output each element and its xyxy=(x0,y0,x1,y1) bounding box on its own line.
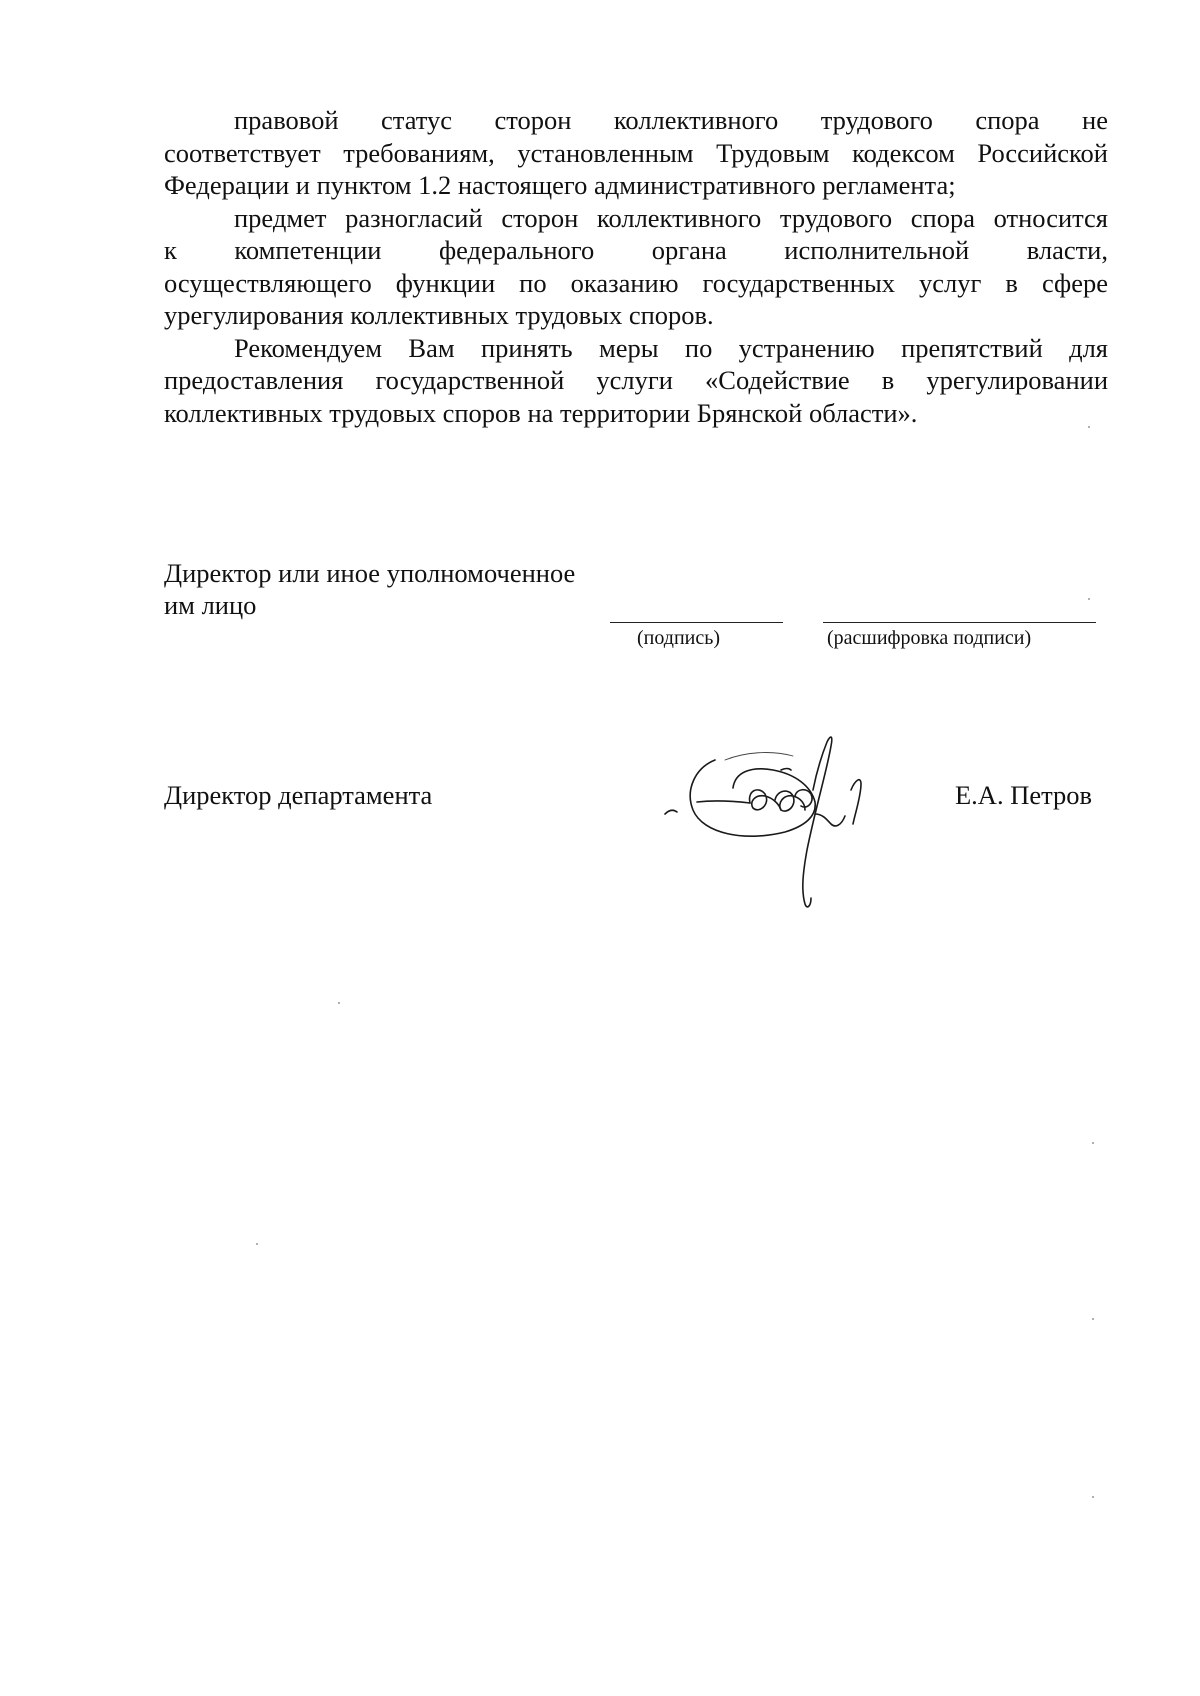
paragraph-line: осуществляющего функции по оказанию государственных услуг в сфере xyxy=(164,267,1108,298)
paragraph-line: к компетенции федерального органа исполнительной власти, xyxy=(164,235,1108,265)
scan-speck xyxy=(256,1243,258,1245)
authorized-person-label-line2: им лицо xyxy=(164,590,257,620)
director-name: Е.А. Петров xyxy=(955,780,1093,810)
paragraph-line: соответствует требованиям, установленным Трудовым кодексом Российской xyxy=(164,137,1108,168)
signature-underline xyxy=(610,622,783,623)
scan-speck xyxy=(1092,1142,1094,1144)
signature-decoding-underline xyxy=(823,622,1096,623)
paragraph-recommendation xyxy=(164,332,1108,430)
scan-speck xyxy=(1088,426,1090,428)
paragraph-line: коллективных трудовых споров на территории Брянской области». xyxy=(164,397,918,428)
scan-speck xyxy=(1092,1496,1094,1498)
scan-speck xyxy=(1088,598,1090,600)
paragraph-line: предмет разногласий сторон коллективного трудового спора относится xyxy=(234,202,1108,233)
scan-speck xyxy=(1092,1318,1094,1320)
paragraph-legal-status xyxy=(164,104,1108,202)
scan-speck xyxy=(338,1002,340,1004)
paragraph-line: Рекомендуем Вам принять меры по устранению препятствий для xyxy=(234,332,1108,363)
authorized-person-label xyxy=(164,557,575,621)
paragraph-line: предоставления государственной услуги «Содействие в урегулировании xyxy=(164,365,1108,395)
letter-body xyxy=(164,104,1108,429)
paragraph-subject-of-dispute xyxy=(164,202,1108,332)
paragraph-line: правовой статус сторон коллективного трудового спора не xyxy=(234,105,1108,135)
authorized-person-label-line1: Директор или иное уполномоченное xyxy=(164,558,576,588)
handwritten-signature xyxy=(655,730,955,930)
signature-caption: (подпись) xyxy=(637,627,721,649)
paragraph-line: урегулирования коллективных трудовых споров. xyxy=(164,300,714,330)
director-title: Директор департамента xyxy=(164,780,433,810)
paragraph-line: Федерации и пунктом 1.2 настоящего административного регламента; xyxy=(164,170,956,200)
signature-decoding-caption: (расшифровка подписи) xyxy=(827,627,1032,649)
